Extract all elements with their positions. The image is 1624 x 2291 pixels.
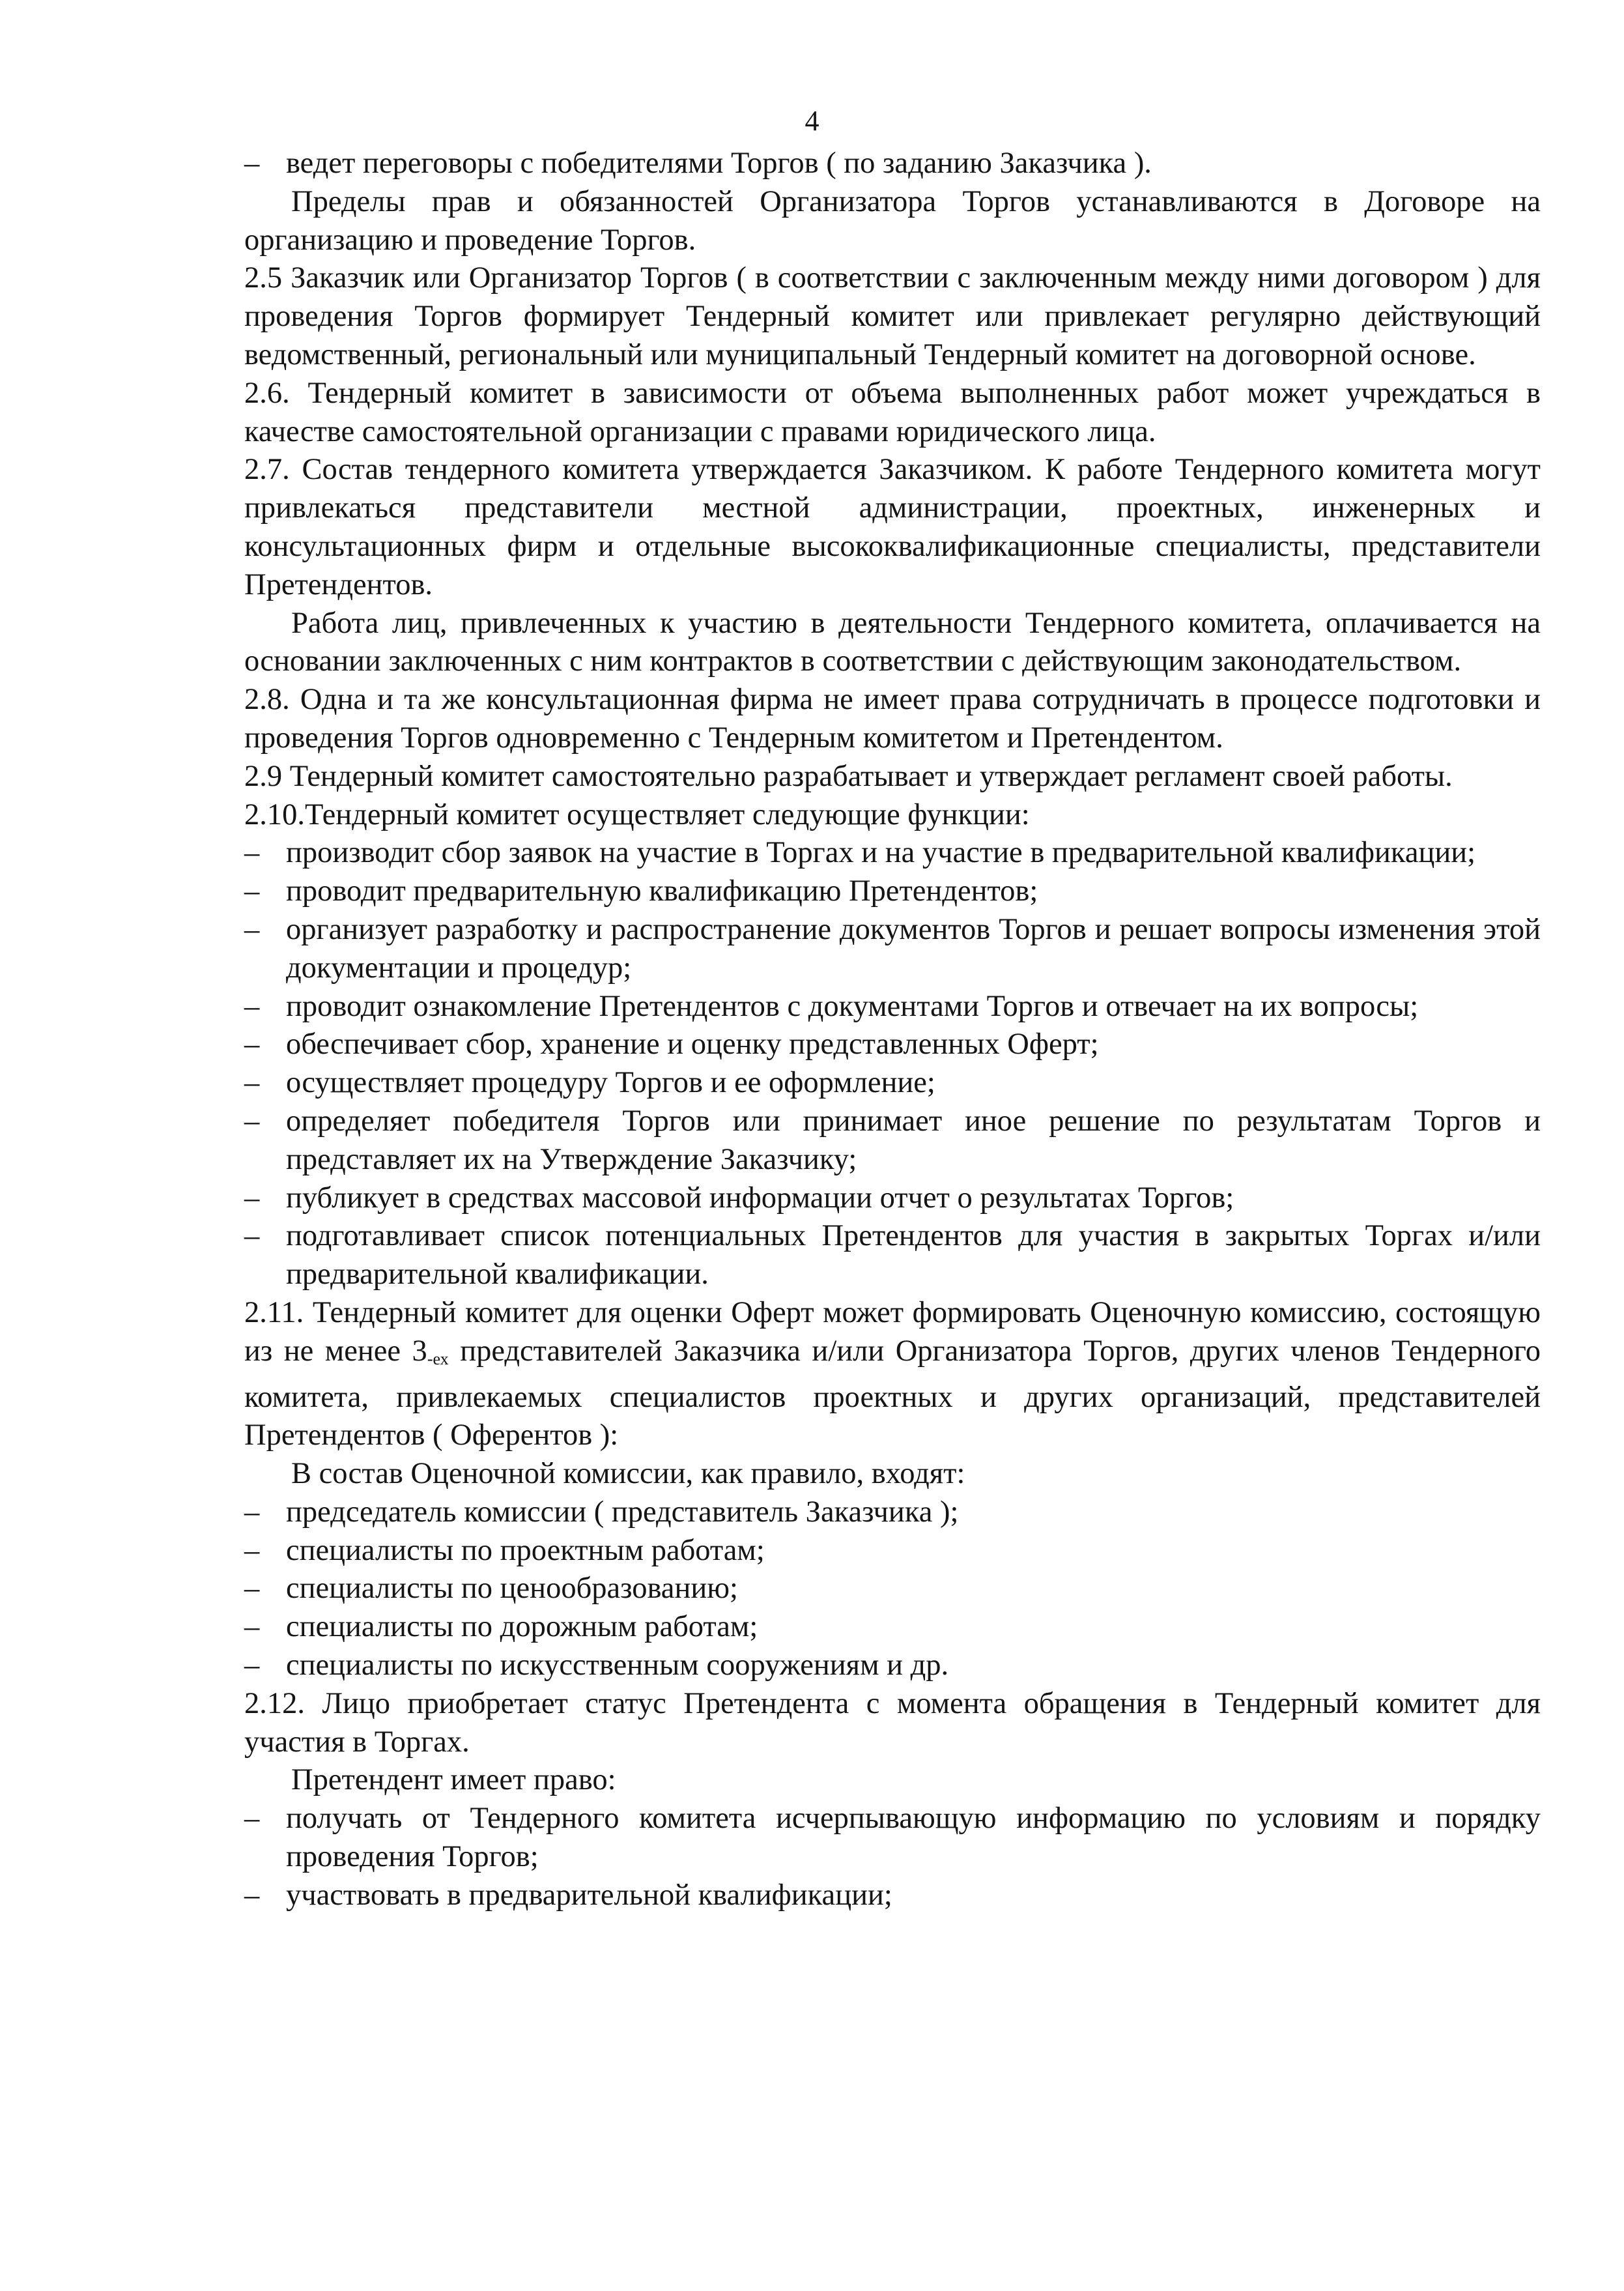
dash-bullet-icon: –	[244, 1649, 260, 1682]
paragraph-text: 2.11. Тендерный комитет для оценки Оферт может формировать Оценочную комиссию, состоящую из не менее 3	[244, 1295, 1541, 1368]
list-item	[244, 1026, 1541, 1064]
list-item	[244, 1608, 1541, 1647]
dash-bullet-icon: –	[244, 1495, 260, 1529]
list-item	[244, 145, 1541, 183]
list-item	[244, 1800, 1541, 1877]
list-item	[244, 1217, 1541, 1294]
list-item-text: проводит предварительную квалификацию Претендентов;	[286, 874, 1038, 908]
list-item-text: ведет переговоры с победителями Торгов ( по заданию Заказчика ).	[286, 147, 1152, 180]
list-item-text: проводит ознакомление Претендентов с документами Торгов и отвечает на их вопросы;	[286, 989, 1419, 1023]
list-item	[244, 911, 1541, 988]
dash-bullet-icon: –	[244, 1572, 260, 1606]
paragraph: 2.6. Тендерный комитет в зависимости от объема выполненных работ может учреждаться в качестве самостоятельной организации с правами юридического лица.	[244, 376, 1541, 448]
list-item-text: специалисты по искусственным сооружениям и др.	[286, 1649, 949, 1682]
paragraph: 2.9 Тендерный комитет самостоятельно разрабатывает и утверждает регламент своей работы.	[244, 759, 1453, 793]
page-number: 4	[805, 105, 819, 137]
subscript-text: -ех	[427, 1349, 449, 1368]
dash-bullet-icon: –	[244, 836, 260, 870]
paragraph: Пределы прав и обязанностей Организатора Торгов устанавливаются в Договоре на организацию и проведение Торгов.	[244, 184, 1541, 257]
paragraph: Претендент имеет право:	[291, 1763, 616, 1797]
list-item	[244, 1532, 1541, 1570]
list-item-text: обеспечивает сбор, хранение и оценку представленных Оферт;	[286, 1028, 1099, 1061]
paragraph: 2.12. Лицо приобретает статус Претендента с момента обращения в Тендерный комитет для участия в Торгах.	[244, 1686, 1541, 1759]
list-item-text: подготавливает список потенциальных Претендентов для участия в закрытых Торгах и/или предварительной квалификации.	[286, 1219, 1541, 1291]
paragraph: В состав Оценочной комиссии, как правило, входят:	[291, 1457, 965, 1491]
list-item-text: осуществляет процедуру Торгов и ее оформление;	[286, 1066, 935, 1100]
list-item-text: определяет победителя Торгов или принимает иное решение по результатам Торгов и представляет их на Утверждение Заказчику;	[286, 1104, 1541, 1176]
dash-bullet-icon: –	[244, 1878, 260, 1912]
list-item	[244, 1877, 1541, 1915]
paragraph: Работа лиц, привлеченных к участию в деятельности Тендерного комитета, оплачивается на основании заключенных с ним контрактов в соответствии с действующим законодательством.	[244, 606, 1541, 678]
dash-bullet-icon: –	[244, 1066, 260, 1100]
list-item-text: производит сбор заявок на участие в Торгах и на участие в предварительной квалификации;	[286, 836, 1476, 870]
list-item-text: председатель комиссии ( представитель Заказчика );	[286, 1495, 959, 1529]
list-item	[244, 1493, 1541, 1532]
dash-bullet-icon: –	[244, 1533, 260, 1567]
list-item	[244, 1570, 1541, 1608]
paragraph-text: представителей Заказчика и/или Организатора Торгов, других членов Тендерного комитета, привлекаемых специалистов проектных и других организаций, представителей Претендентов ( Оферентов ):	[244, 1334, 1541, 1452]
dash-bullet-icon: –	[244, 989, 260, 1023]
dash-bullet-icon: –	[244, 874, 260, 908]
dash-bullet-icon: –	[244, 1028, 260, 1061]
list-item	[244, 988, 1541, 1026]
list-item-text: участвовать в предварительной квалификации;	[286, 1878, 892, 1912]
dash-bullet-icon: –	[244, 1219, 260, 1253]
list-item	[244, 1064, 1541, 1102]
list-item	[244, 872, 1541, 911]
list-item	[244, 1179, 1541, 1218]
paragraph: 2.7. Состав тендерного комитета утверждается Заказчиком. К работе Тендерного комитета могут привлекаться представители местной администрации, проектных, инженерных и консультационных фирм и отдельные высококвалификационные специалисты, представители Претендентов.	[244, 453, 1541, 601]
list-item	[244, 1647, 1541, 1685]
paragraph	[244, 1294, 1541, 1455]
document-body	[244, 145, 1541, 1915]
dash-bullet-icon: –	[244, 1181, 260, 1215]
dash-bullet-icon: –	[244, 147, 260, 180]
dash-bullet-icon: –	[244, 1610, 260, 1644]
list-item-text: публикует в средствах массовой информации отчет о результатах Торгов;	[286, 1181, 1234, 1215]
list-item-text: организует разработку и распространение документов Торгов и решает вопросы изменения этой документации и процедур;	[286, 912, 1541, 985]
list-item	[244, 834, 1541, 872]
list-item	[244, 1102, 1541, 1179]
paragraph: 2.5 Заказчик или Организатор Торгов ( в соответствии с заключенным между ними договором ) для проведения Торгов формирует Тендерный комитет или привлекает регулярно действующий ведомственный, региональный или муниципальный Тендерный комитет на договорной основе.	[244, 261, 1541, 371]
list-item-text: специалисты по дорожным работам;	[286, 1610, 758, 1644]
list-item-text: специалисты по проектным работам;	[286, 1533, 765, 1567]
dash-bullet-icon: –	[244, 1802, 260, 1836]
list-item-text: получать от Тендерного комитета исчерпывающую информацию по условиям и порядку проведения Торгов;	[286, 1802, 1541, 1874]
dash-bullet-icon: –	[244, 1104, 260, 1138]
dash-bullet-icon: –	[244, 912, 260, 946]
list-item-text: специалисты по ценообразованию;	[286, 1572, 738, 1606]
paragraph: 2.10.Тендерный комитет осуществляет следующие функции:	[244, 798, 1030, 831]
paragraph: 2.8. Одна и та же консультационная фирма не имеет права сотрудничать в процессе подготовки и проведения Торгов одновременно с Тендерным комитетом и Претендентом.	[244, 683, 1541, 755]
